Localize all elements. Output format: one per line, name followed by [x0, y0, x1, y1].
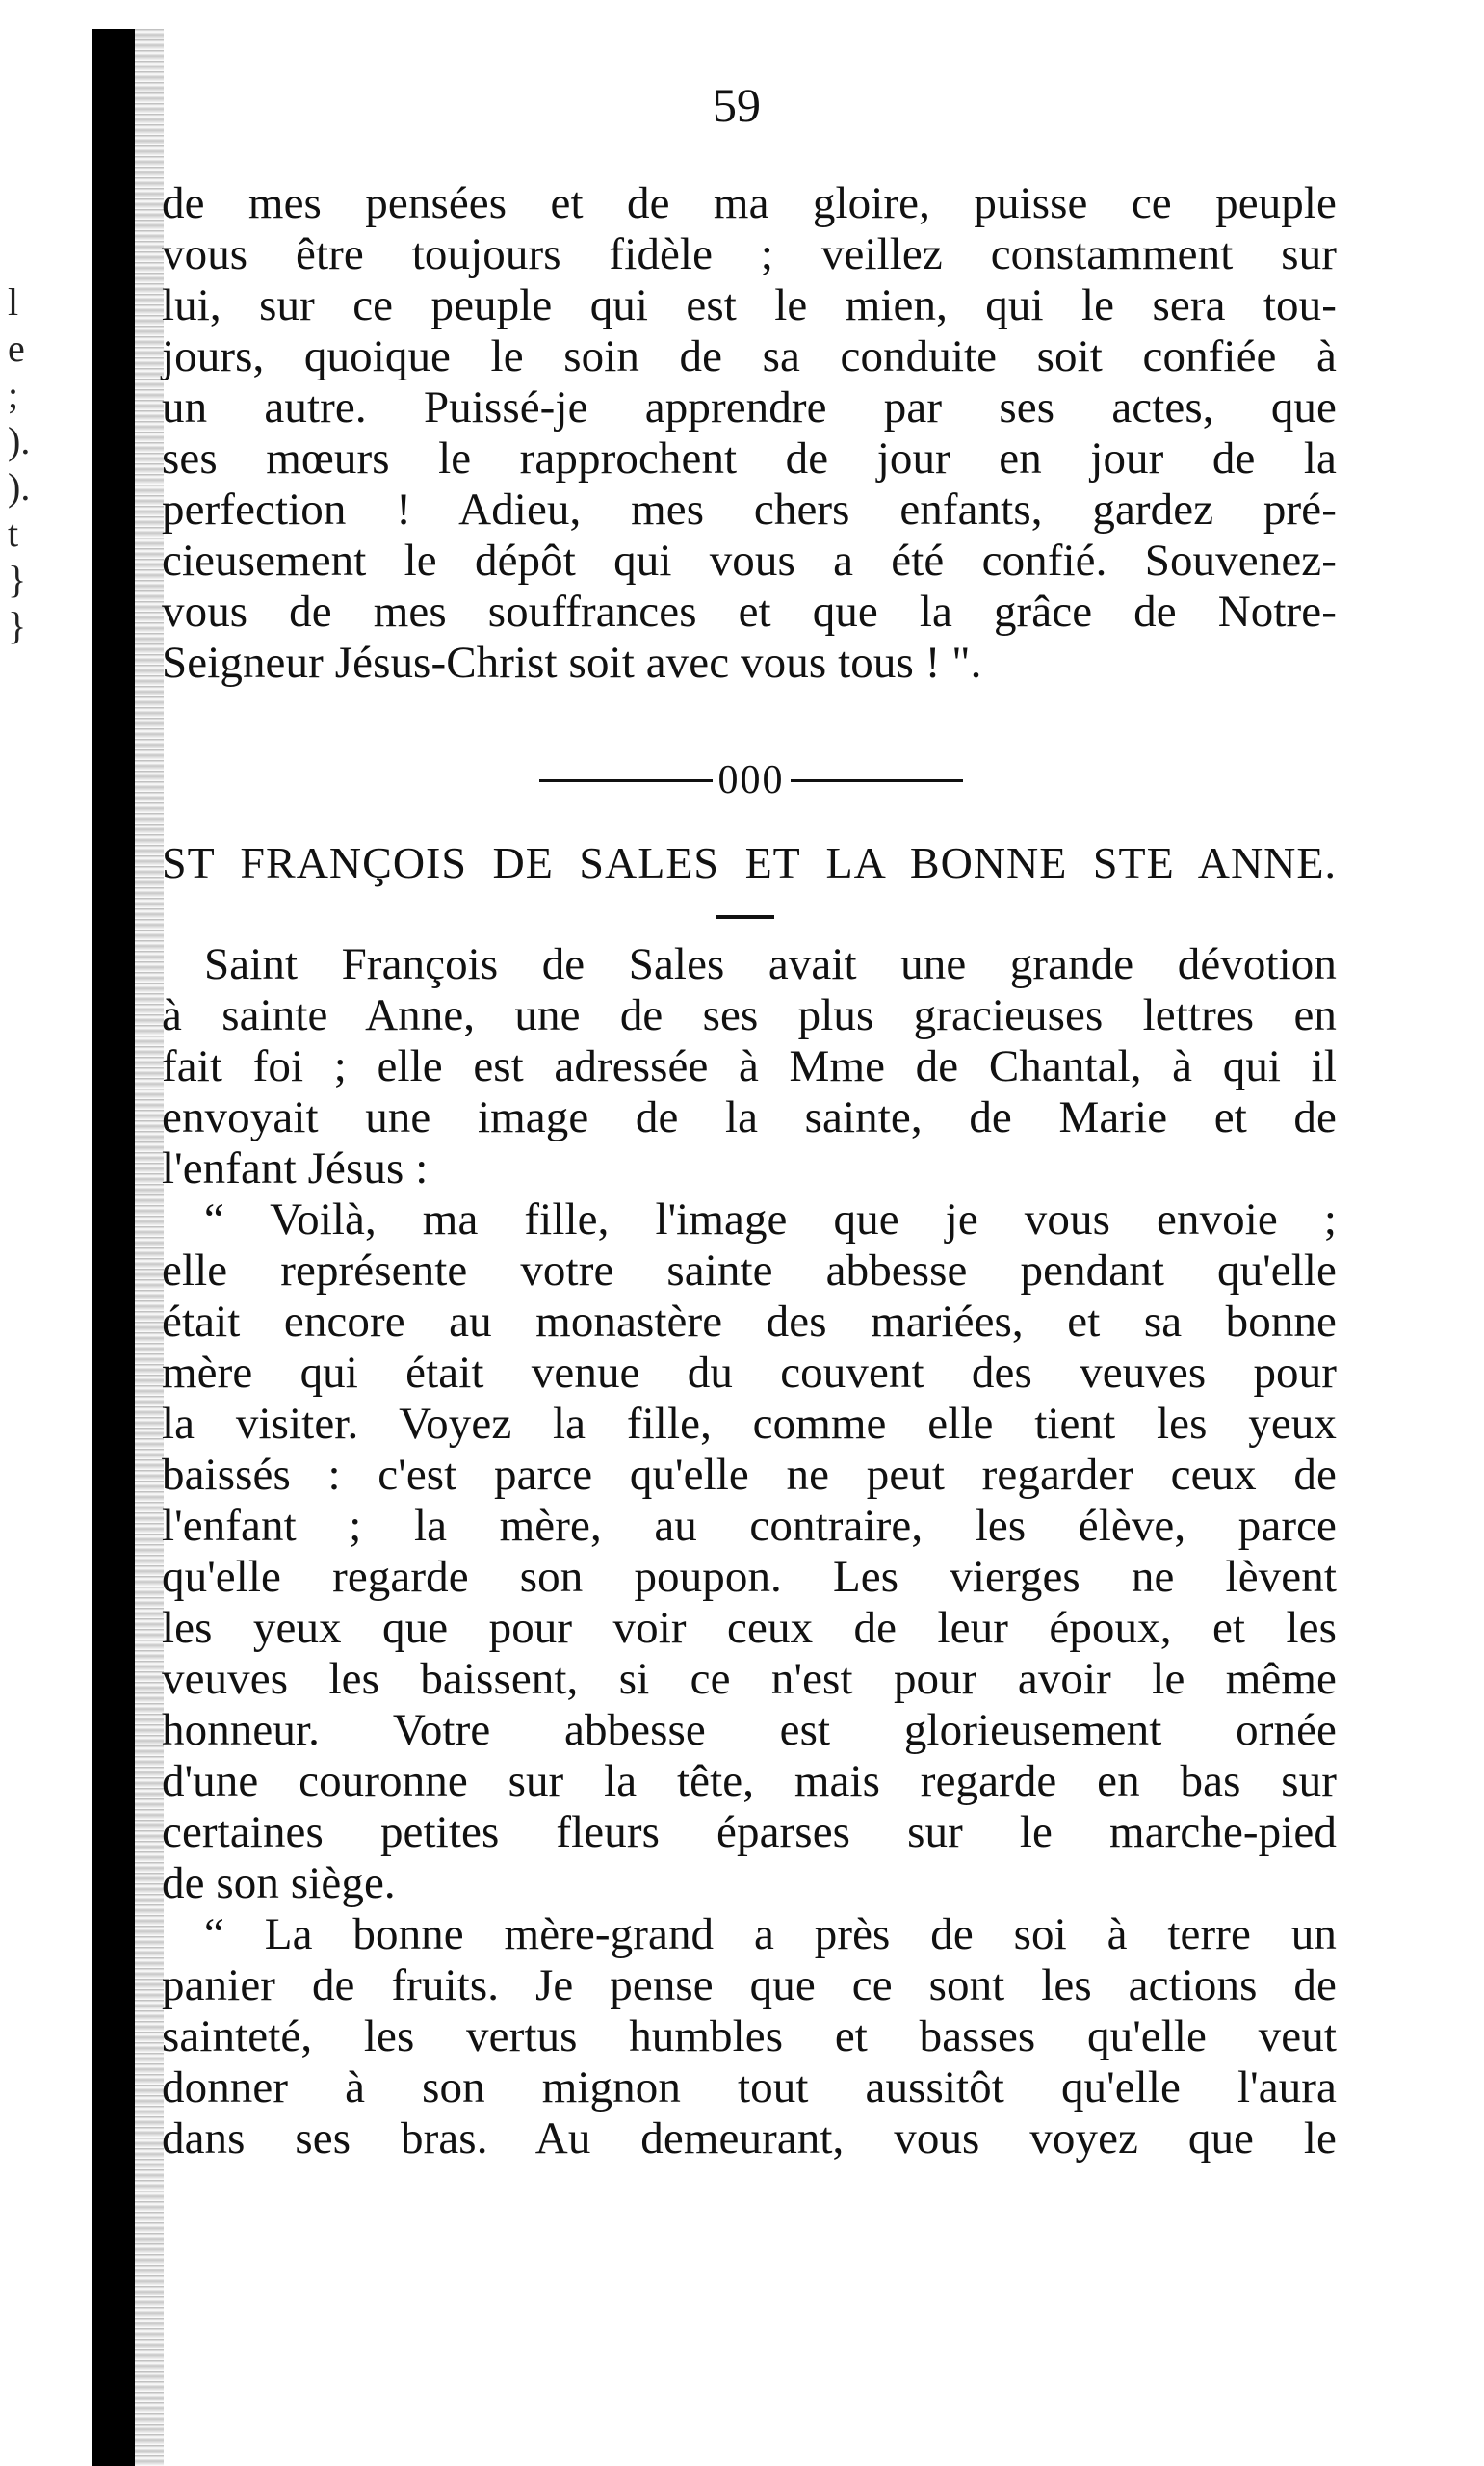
margin-mark: } — [8, 604, 27, 647]
text-line: vous de mes souffrances et que la grâce de Notre- — [162, 587, 1337, 637]
text-line: donner à son mignon tout aussitôt qu'elle l'aura — [162, 2062, 1337, 2112]
text-line: vous être toujours fidèle ; veillez constamment sur — [162, 229, 1337, 279]
paragraph-letter-end — [162, 178, 1337, 689]
section-heading: ST FRANÇOIS DE SALES ET LA BONNE STE ANNE. — [162, 838, 1337, 887]
text-line: qu'elle regarde son poupon. Les vierges ne lèvent — [162, 1552, 1337, 1602]
text-line: Saint François de Sales avait une grande dévotion — [204, 939, 1337, 989]
text-line: veuves les baissent, si ce n'est pour avoir le même — [162, 1654, 1337, 1704]
margin-mark: t — [8, 512, 19, 555]
text-line: l'enfant ; la mère, au contraire, les élève, parce — [162, 1501, 1337, 1551]
margin-mark: } — [8, 558, 27, 601]
heading-dash — [716, 915, 774, 919]
page-number: 59 — [713, 78, 761, 132]
margin-mark: ). — [8, 419, 31, 462]
margin-mark: l — [8, 280, 19, 324]
text-line: honneur. Votre abbesse est glorieusement ornée — [162, 1705, 1337, 1755]
section-separator — [539, 751, 963, 809]
text-line: de son siège. — [162, 1858, 396, 1908]
separator-rule-left — [539, 779, 713, 782]
text-line: baissés : c'est parce qu'elle ne peut regarder ceux de — [162, 1450, 1337, 1500]
text-line: Seigneur Jésus-Christ soit avec vous tous ! ". — [162, 638, 982, 688]
text-line: un autre. Puissé-je apprendre par ses actes, que — [162, 382, 1337, 433]
text-line: cieusement le dépôt qui vous a été confié. Souvenez- — [162, 536, 1337, 586]
body-text — [162, 939, 1337, 2164]
text-line: à sainte Anne, une de ses plus gracieuses lettres en — [162, 990, 1337, 1040]
text-line: jours, quoique le soin de sa conduite soit confiée à — [162, 331, 1337, 381]
book-binding-shadow — [92, 29, 135, 2466]
separator-ornament: 000 — [717, 758, 785, 802]
text-line: dans ses bras. Au demeurant, vous voyez que le — [162, 2113, 1337, 2164]
separator-rule-right — [791, 779, 964, 782]
text-line: “ Voilà, ma fille, l'image que je vous envoie ; — [204, 1194, 1337, 1245]
margin-marks — [8, 279, 37, 649]
text-line: les yeux que pour voir ceux de leur époux, et les — [162, 1603, 1337, 1653]
margin-mark: ). — [8, 465, 31, 509]
text-line: lui, sur ce peuple qui est le mien, qui le sera tou- — [162, 280, 1337, 330]
margin-mark: ; — [8, 373, 19, 416]
text-line: panier de fruits. Je pense que ce sont les actions de — [162, 1960, 1337, 2010]
text-line: l'enfant Jésus : — [162, 1143, 429, 1194]
text-line: perfection ! Adieu, mes chers enfants, gardez pré- — [162, 485, 1337, 535]
text-line: mère qui était venue du couvent des veuves pour — [162, 1348, 1337, 1398]
text-line: fait foi ; elle est adressée à Mme de Chantal, à qui il — [162, 1041, 1337, 1091]
text-line: la visiter. Voyez la fille, comme elle tient les yeux — [162, 1399, 1337, 1449]
text-line: sainteté, les vertus humbles et basses qu'elle veut — [162, 2011, 1337, 2061]
text-line: envoyait une image de la sainte, de Marie et de — [162, 1092, 1337, 1142]
gutter-speckle — [135, 29, 164, 2466]
text-line: ses mœurs le rapprochent de jour en jour de la — [162, 433, 1337, 484]
text-line: était encore au monastère des mariées, et sa bonne — [162, 1297, 1337, 1347]
text-line: certaines petites fleurs éparses sur le marche-pied — [162, 1807, 1337, 1857]
text-line: elle représente votre sainte abbesse pendant qu'elle — [162, 1246, 1337, 1296]
margin-mark: e — [8, 327, 25, 370]
text-line: d'une couronne sur la tête, mais regarde en bas sur — [162, 1756, 1337, 1806]
text-line: de mes pensées et de ma gloire, puisse ce peuple — [162, 178, 1337, 228]
text-line: “ La bonne mère-grand a près de soi à terre un — [204, 1909, 1337, 1959]
